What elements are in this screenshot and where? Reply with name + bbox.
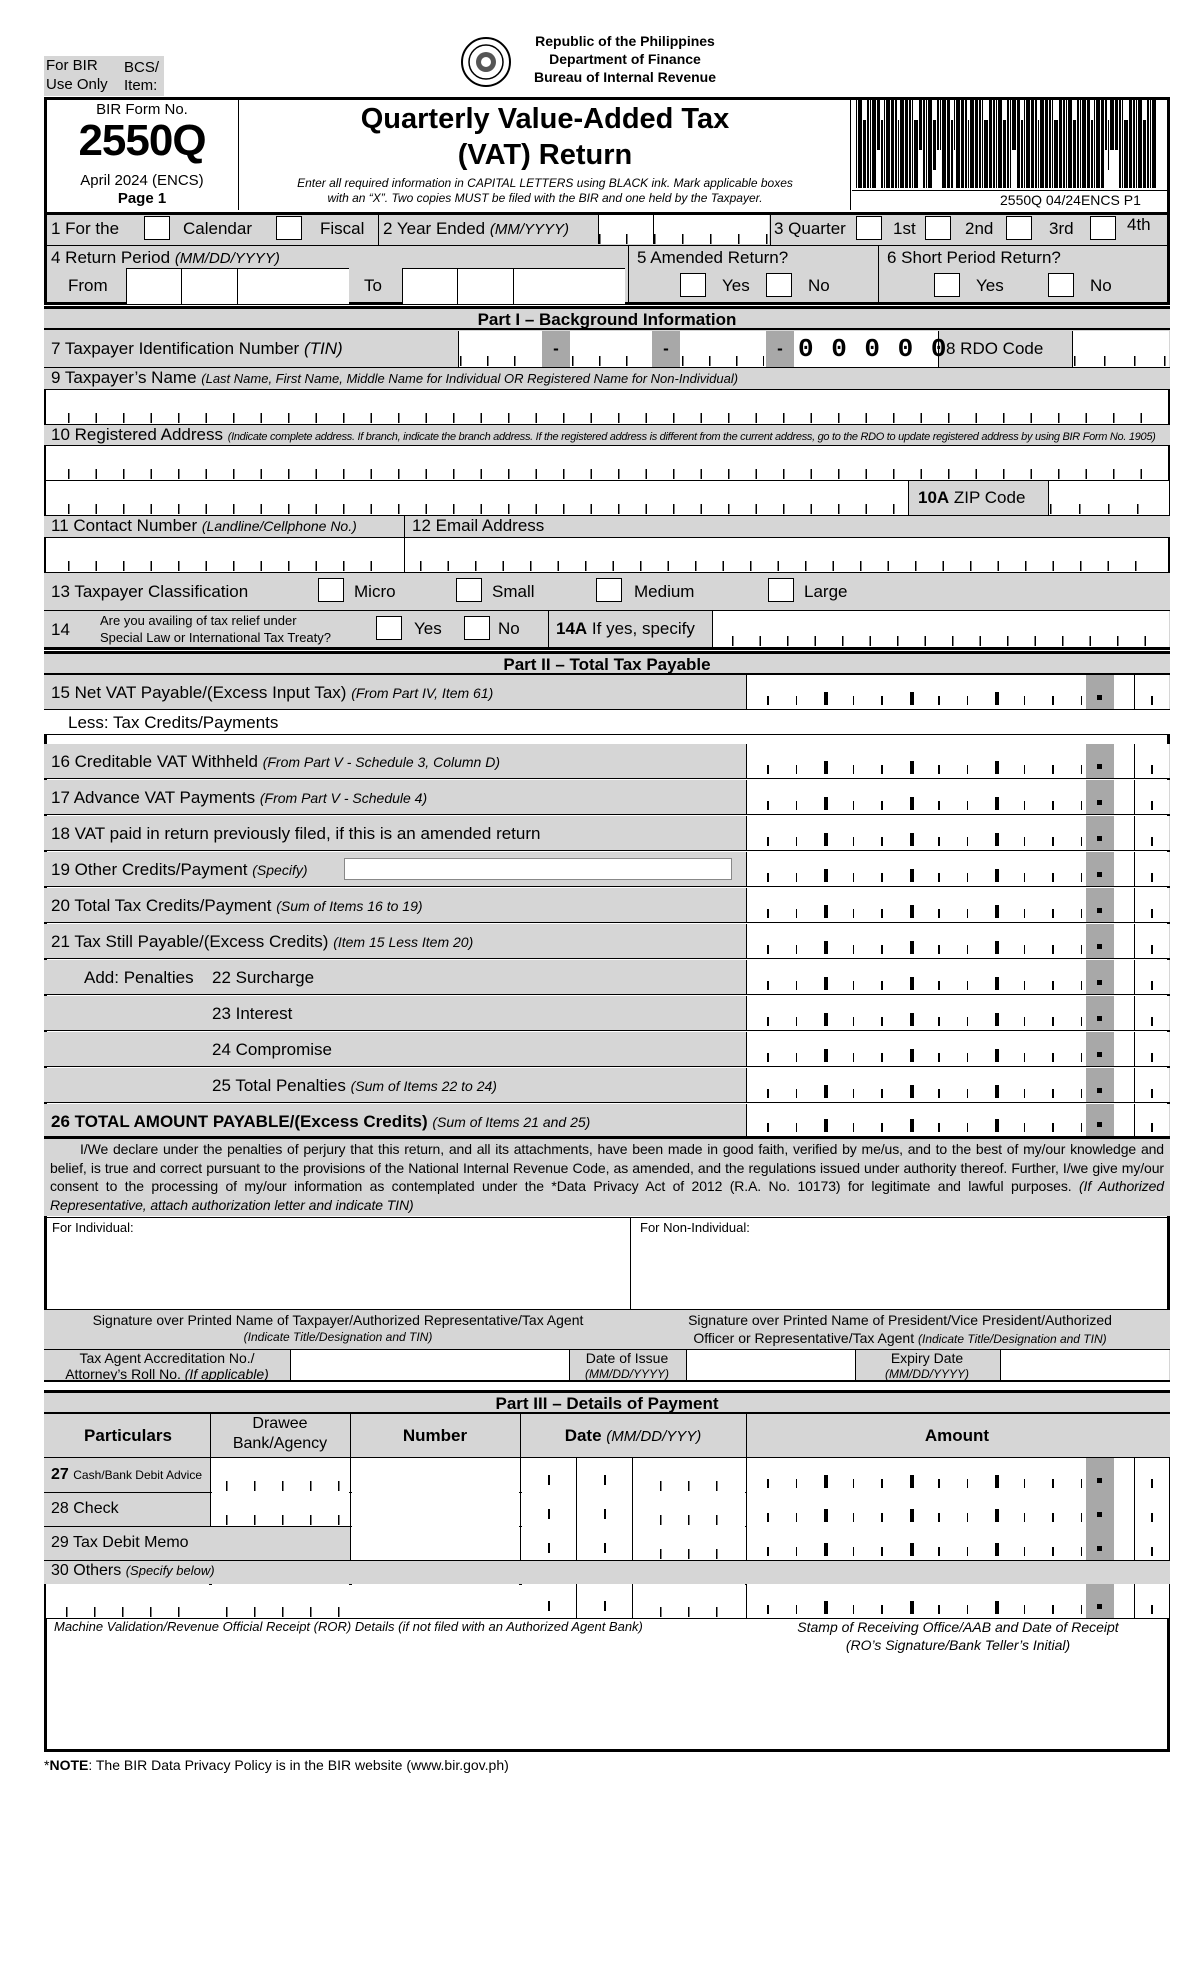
- micro-checkbox[interactable]: [318, 578, 344, 602]
- agent-accreditation-line2: Attorney’s Roll No. (If applicable): [65, 1366, 269, 1382]
- part2-title: Part II – Total Tax Payable: [44, 651, 1170, 675]
- quarter-2nd-label: 2nd: [965, 219, 994, 238]
- declaration-text: I/We declare under the penalties of perjury that this return, and all its attachments, have been made in good faith, verified by me/us, and to the best of my/our knowledge and belief, is true and correct pursuant to the provisions of the National Internal Revenue Code, as amended, and the regulations issued under authority thereof. Further, I/we give my/our consent to the processing of my/our information as contemplated under the *Data Privacy Act of 2012 (R.A. No. 10173) for legitimate and lawful purposes. (If Authorized Representative, attach authorization letter and indicate TIN): [50, 1141, 1164, 1213]
- row-cash-bank-debit-advice-decimal-point: [1086, 1458, 1114, 1492]
- item18-decimal-point: [1086, 816, 1114, 850]
- expiry-date-input[interactable]: [1000, 1350, 1169, 1380]
- form-version: April 2024 (ENCS): [80, 172, 204, 189]
- form-title-line1: Quarterly Value-Added Tax: [360, 103, 730, 135]
- col-amount: Amount: [924, 1426, 990, 1445]
- item5-label: 5 Amended Return?: [637, 248, 789, 267]
- item10-label: 10 Registered Address (Indicate complete address. If branch, indicate the branch address. If the registered address is different from the current address, go to the RDO to update registered address by using BIR Form No. 1905): [51, 425, 1156, 444]
- stamp-label-line2: (RO’s Signature/Bank Teller’s Initial): [845, 1637, 1071, 1653]
- date-of-issue-line1: Date of Issue: [585, 1350, 669, 1366]
- quarter-1st-checkbox[interactable]: [856, 216, 882, 240]
- form-no-label: BIR Form No.: [96, 101, 188, 118]
- less-tax-credits-label: Less: Tax Credits/Payments: [68, 713, 279, 732]
- item-label: Item:: [124, 77, 158, 94]
- tin-dash-3: -: [766, 331, 794, 367]
- stamp-area[interactable]: [748, 1656, 1168, 1748]
- item26-row-label: 26 TOTAL AMOUNT PAYABLE/(Excess Credits) (Sum of Items 21 and 25): [51, 1112, 591, 1131]
- item26-decimal-point: [1086, 1104, 1114, 1136]
- row28-label: 28 Check: [51, 1500, 119, 1517]
- tin-dash-2: -: [652, 331, 680, 367]
- date-of-issue-input[interactable]: [686, 1350, 856, 1380]
- form-title-line2: (VAT) Return: [457, 139, 633, 171]
- item15-decimal-point: [1086, 675, 1114, 709]
- non-individual-signature-area[interactable]: [632, 1240, 1168, 1308]
- sig-non-individual-line1: Signature over Printed Name of President/Vice President/Authorized: [688, 1312, 1112, 1328]
- tax-relief-no-checkbox[interactable]: [464, 616, 490, 640]
- item18-row-label: 18 VAT paid in return previously filed, if this is an amended return: [51, 824, 541, 843]
- micro-label: Micro: [354, 582, 396, 601]
- page-label: Page 1: [117, 190, 167, 207]
- item21-row-label: 21 Tax Still Payable/(Excess Credits) (Item 15 Less Item 20): [51, 932, 474, 951]
- item3-label: 3 Quarter: [774, 219, 846, 238]
- small-checkbox[interactable]: [456, 578, 482, 602]
- col-drawee-line2: Bank/Agency: [232, 1435, 328, 1452]
- row29-label: 29 Tax Debit Memo: [51, 1534, 189, 1551]
- item23-row-label: 23 Interest: [212, 1004, 293, 1023]
- for-bir-label: For BIR: [46, 57, 98, 74]
- amended-no-checkbox[interactable]: [766, 273, 792, 297]
- stamp-label-line1: Stamp of Receiving Office/AAB and Date of Receipt: [797, 1619, 1119, 1635]
- medium-label: Medium: [634, 582, 695, 601]
- item20-decimal-point: [1086, 888, 1114, 922]
- year-ended-input[interactable]: [598, 215, 769, 244]
- tin-dash-1: -: [542, 331, 570, 367]
- expiry-date-line2: (MM/DD/YYYY): [885, 1367, 969, 1381]
- row-others-number-input[interactable]: [352, 1584, 519, 1618]
- item14-question-line1: Are you availing of tax relief under: [100, 613, 297, 628]
- tax-relief-no-label: No: [498, 619, 520, 638]
- calendar-label: Calendar: [183, 219, 252, 238]
- item7-label: 7 Taxpayer Identification Number (TIN): [51, 339, 343, 358]
- fiscal-checkbox[interactable]: [276, 216, 302, 240]
- row-cash-bank-debit-advice-number-input[interactable]: [352, 1458, 519, 1492]
- item24-row-label: 24 Compromise: [212, 1040, 332, 1059]
- quarter-2nd-checkbox[interactable]: [925, 216, 951, 240]
- item25-decimal-point: [1086, 1068, 1114, 1102]
- sig-non-individual-line2: Officer or Representative/Tax Agent (Indicate Title/Designation and TIN): [693, 1330, 1107, 1346]
- part1-title: Part I – Background Information: [44, 306, 1170, 330]
- for-individual-label: For Individual:: [52, 1220, 134, 1235]
- item9-label: 9 Taxpayer’s Name (Last Name, First Name, Middle Name for Individual OR Registered Name for Non-Individual): [51, 368, 739, 387]
- quarter-3rd-label: 3rd: [1049, 219, 1074, 238]
- tax-relief-yes-checkbox[interactable]: [376, 616, 402, 640]
- instructions-line1: Enter all required information in CAPITAL LETTERS using BLACK ink. Mark applicable boxes: [297, 176, 793, 190]
- item12-label: 12 Email Address: [412, 516, 545, 535]
- large-label: Large: [804, 582, 848, 601]
- item19-row-label: 19 Other Credits/Payment (Specify): [51, 860, 308, 879]
- short-period-no-label: No: [1090, 276, 1112, 295]
- quarter-4th-label: 4th: [1127, 215, 1151, 234]
- row-tax-debit-memo-number-input[interactable]: [352, 1526, 519, 1560]
- machine-validation-label: Machine Validation/Revenue Official Receipt (ROR) Details (if not filed with an Authorized Agent Bank): [54, 1619, 643, 1634]
- small-label: Small: [492, 582, 535, 601]
- republic-text: Republic of the Philippines: [535, 33, 715, 49]
- medium-checkbox[interactable]: [596, 578, 622, 602]
- other-credits-specify-input[interactable]: [344, 858, 732, 880]
- privacy-note: *NOTE: The BIR Data Privacy Policy is in the BIR website (www.bir.gov.ph): [44, 1757, 509, 1773]
- short-period-yes-label: Yes: [976, 276, 1004, 295]
- row-tax-debit-memo-decimal-point: [1086, 1526, 1114, 1560]
- item14-number: 14: [51, 620, 70, 639]
- individual-signature-area[interactable]: [46, 1240, 628, 1308]
- item14a-label: 14A If yes, specify: [556, 619, 695, 638]
- large-checkbox[interactable]: [768, 578, 794, 602]
- row30-label: 30 Others (Specify below): [51, 1562, 215, 1579]
- return-period-to-input[interactable]: [402, 268, 625, 304]
- agent-accreditation-line1: Tax Agent Accreditation No./: [79, 1350, 255, 1366]
- item15-row-label: 15 Net VAT Payable/(Excess Input Tax) (From Part IV, Item 61): [51, 683, 494, 702]
- item11-label: 11 Contact Number (Landline/Cellphone No.): [51, 516, 357, 535]
- row27-label: 27 Cash/Bank Debit Advice: [51, 1466, 202, 1483]
- item1-label: 1 For the: [51, 219, 120, 238]
- calendar-checkbox[interactable]: [144, 216, 170, 240]
- return-period-from-input[interactable]: [126, 268, 349, 304]
- expiry-date-line1: Expiry Date: [890, 1350, 964, 1366]
- row-others-decimal-point: [1086, 1584, 1114, 1618]
- barcode-code: 2550Q 04/24ENCS P1: [1000, 192, 1141, 208]
- item25-row-label: 25 Total Penalties (Sum of Items 22 to 24): [212, 1076, 497, 1095]
- fiscal-label: Fiscal: [320, 219, 365, 238]
- quarter-3rd-checkbox[interactable]: [1006, 216, 1032, 240]
- to-label: To: [364, 276, 382, 295]
- bcs-label: BCS/: [124, 59, 160, 76]
- row-check-number-input[interactable]: [352, 1492, 519, 1526]
- amended-no-label: No: [808, 276, 830, 295]
- part3-title: Part III – Details of Payment: [44, 1390, 1170, 1414]
- item16-row-label: 16 Creditable VAT Withheld (From Part V - Schedule 3, Column D): [51, 752, 500, 771]
- tin-branch-code: 0 0 0 0 0: [798, 334, 948, 364]
- short-period-yes-checkbox[interactable]: [934, 273, 960, 297]
- department-text: Department of Finance: [549, 51, 701, 67]
- short-period-no-checkbox[interactable]: [1048, 273, 1074, 297]
- sig-individual-line1: Signature over Printed Name of Taxpayer/Authorized Representative/Tax Agent: [92, 1312, 584, 1328]
- quarter-1st-label: 1st: [893, 219, 916, 238]
- item19-decimal-point: [1086, 852, 1114, 886]
- item6-label: 6 Short Period Return?: [887, 248, 1061, 267]
- barcode-icon: [854, 100, 1162, 190]
- item4-label: 4 Return Period (MM/DD/YYYY): [51, 248, 280, 267]
- item20-row-label: 20 Total Tax Credits/Payment (Sum of Items 16 to 19): [51, 896, 423, 915]
- col-date: Date (MM/DD/YYY): [564, 1426, 702, 1445]
- amended-yes-label: Yes: [722, 276, 750, 295]
- row-check-decimal-point: [1086, 1492, 1114, 1526]
- date-of-issue-line2: (MM/DD/YYYY): [585, 1367, 669, 1381]
- tax-relief-yes-label: Yes: [414, 619, 442, 638]
- sig-individual-line2: (Indicate Title/Designation and TIN): [243, 1330, 433, 1344]
- col-number: Number: [402, 1426, 468, 1445]
- for-non-individual-label: For Non-Individual:: [640, 1220, 750, 1235]
- use-only-label: Use Only: [46, 76, 108, 93]
- item21-decimal-point: [1086, 924, 1114, 958]
- item17-decimal-point: [1086, 780, 1114, 814]
- item24-decimal-point: [1086, 1032, 1114, 1066]
- agent-accreditation-input[interactable]: [290, 1350, 570, 1380]
- add-penalties-label: Add: Penalties: [84, 968, 194, 987]
- item10a-label: 10A ZIP Code: [918, 488, 1026, 507]
- item13-label: 13 Taxpayer Classification: [51, 582, 249, 601]
- item23-decimal-point: [1086, 996, 1114, 1030]
- from-label: From: [68, 276, 108, 295]
- item2-label: 2 Year Ended (MM/YYYY): [383, 219, 570, 238]
- quarter-4th-checkbox[interactable]: [1090, 216, 1116, 240]
- col-drawee-line1: Drawee: [252, 1415, 308, 1432]
- bureau-text: Bureau of Internal Revenue: [533, 69, 717, 85]
- instructions-line2: with an “X”. Two copies MUST be filed with the BIR and one held by the Taxpayer.: [327, 191, 763, 205]
- item16-decimal-point: [1086, 744, 1114, 778]
- machine-validation-area[interactable]: [46, 1656, 744, 1748]
- amended-yes-checkbox[interactable]: [680, 273, 706, 297]
- item17-row-label: 17 Advance VAT Payments (From Part V - Schedule 4): [51, 788, 428, 807]
- item14-question-line2: Special Law or International Tax Treaty?: [100, 630, 332, 645]
- item22-decimal-point: [1086, 960, 1114, 994]
- form-number: 2550Q: [78, 116, 206, 165]
- item8-label: 8 RDO Code: [946, 339, 1044, 358]
- col-particulars: Particulars: [84, 1426, 172, 1445]
- item22-row-label: 22 Surcharge: [212, 968, 315, 987]
